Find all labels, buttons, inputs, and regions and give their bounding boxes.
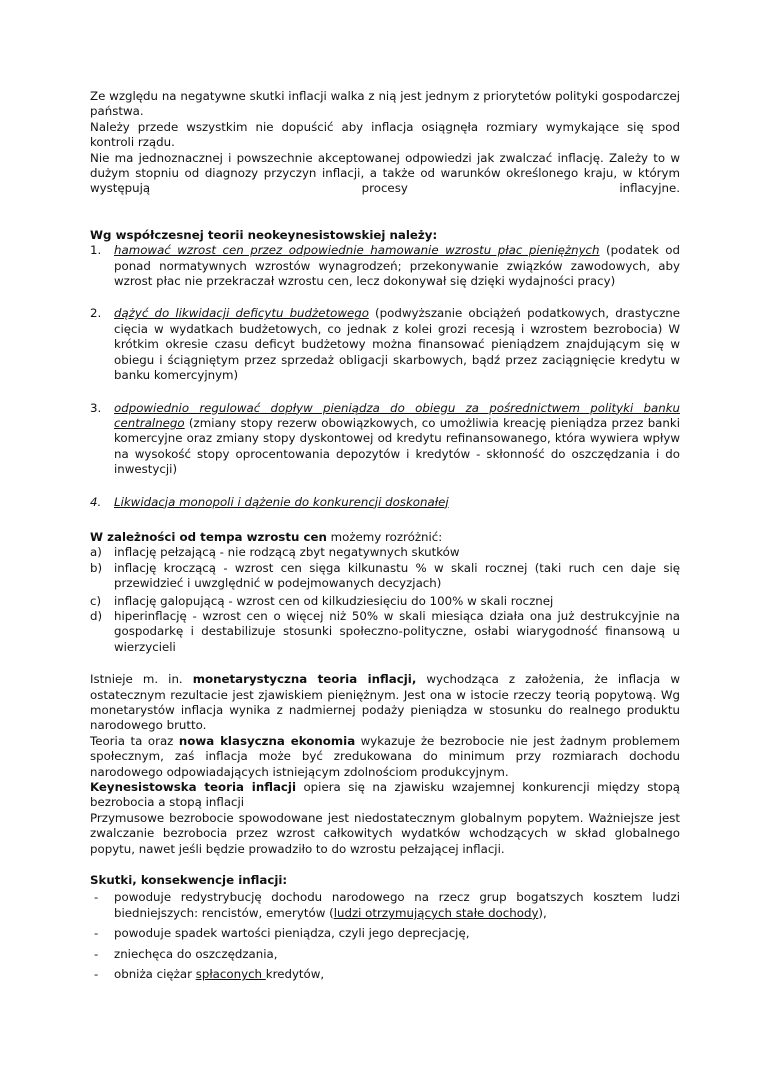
text-run: obniża ciężar bbox=[114, 967, 196, 982]
neo-heading: Wg współczesnej teorii neokeynesistowskiej należy: bbox=[90, 227, 438, 242]
keynesian-paragraph bbox=[90, 780, 680, 811]
list-text: (podwyższanie obciążeń podatkowych, drastyczne cięcia w wydatkach budżetowych, co jednak z kolei grozi recesją i wzrostem bezrobocia) W krótkim okresie czasu deficyt budżetowy można finansować pieniądzem znajdującym się w obiegu i ściągniętym przez sprzedaż obligacji skarbowych, bądź przez zaciągnięcie kredytu w banku komercyjnym) bbox=[114, 306, 680, 383]
list-text: zniechęca do oszczędzania, bbox=[114, 946, 278, 961]
intro-paragraph-3: Nie ma jednoznacznej i powszechnie akceptowanej odpowiedzi jak zwalczać inflację. Zależy to w dużym stopniu od diagnozy przyczyn inflacji, a także od warunków określonego kraju, w którym występują procesy inflacyjne. bbox=[90, 150, 680, 196]
list-item bbox=[90, 609, 680, 655]
list-item bbox=[90, 947, 680, 962]
text-run: Istnieje m. in. bbox=[90, 672, 193, 687]
text-run: kredytów, bbox=[265, 967, 325, 982]
dash-bullet: - bbox=[94, 890, 99, 905]
tempo-heading bbox=[90, 530, 680, 545]
underlined-text: ludzi otrzymujących stałe dochody bbox=[333, 905, 539, 920]
text-run: Teoria ta oraz bbox=[90, 733, 179, 748]
list-text: (podatek od ponad normatywnych wzrostów wynagrodzeń; przekonywanie związków zawodowych, aby wzrost płac nie przekraczał wzrostu cen, lecz dokonywał się dzięki wydajności pracy) bbox=[114, 243, 680, 289]
list-number: 3. bbox=[90, 400, 102, 415]
list-item bbox=[90, 926, 680, 941]
effects-heading: Skutki, konsekwencje inflacji: bbox=[90, 873, 288, 888]
text-run: ), bbox=[538, 905, 547, 920]
list-number: 1. bbox=[90, 243, 102, 258]
text-run: wychodząca z założenia, że inflacja w ostatecznym rezultacie jest zjawiskiem pieniężnym. Jest ona w istocie rzeczy teorią popytową. Wg monetarystów inflacja wynika z nadmiernej podaży pieniądza w stosunku do realnego produktu narodowego brutto. bbox=[90, 672, 681, 733]
list-lead: dążyć do likwidacji deficytu budżetowego bbox=[114, 306, 369, 321]
list-number: 2. bbox=[90, 306, 102, 321]
bold-term: monetarystyczna teoria inflacji, bbox=[192, 672, 417, 687]
dash-bullet: - bbox=[94, 946, 99, 961]
list-item bbox=[90, 243, 680, 289]
list-text: inflację pełzającą - nie rodzącą zbyt negatywnych skutków bbox=[114, 545, 460, 560]
classical-paragraph bbox=[90, 734, 680, 780]
list-lead: Likwidacja monopoli i dążenie do konkurencji doskonałej bbox=[114, 494, 449, 509]
dash-bullet: - bbox=[94, 926, 99, 941]
bold-term: Keynesistowska teoria inflacji bbox=[90, 780, 296, 795]
tempo-heading-bold: W zależności od tempa wzrostu cen bbox=[90, 529, 327, 544]
list-text: (zmiany stopy rezerw obowiązkowych, co umożliwia kreację pieniądza przez banki komercyjne oraz zmiany stopy dyskontowej od kredytu refinansowanego, która wywiera wpływ na wysokość stopy oprocentowania depozytów i kredytów - skłonność do oszczędzania i do inwestycji) bbox=[114, 415, 680, 477]
list-text: powoduje spadek wartości pieniądza, czyli jego deprecjację, bbox=[114, 926, 470, 941]
list-item bbox=[90, 401, 680, 478]
list-text: inflację kroczącą - wzrost cen sięga kilkunastu % w skali rocznej (taki ruch cen daje się przewidzieć i uwzględnić w podejmowanych decyzjach) bbox=[114, 560, 680, 591]
list-text: inflację galopującą - wzrost cen od kilkudziesięciu do 100% w skali rocznej bbox=[114, 593, 554, 608]
underlined-text: spłaconych bbox=[195, 967, 266, 982]
text-run: opiera się na zjawisku wzajemnej konkurencji między stopą bezrobocia a stopą inflacji bbox=[90, 780, 680, 810]
intro-paragraph-2: Należy przede wszystkim nie dopuścić aby inflacja osiągnęła rozmiary wymykające się spod kontroli rządu. bbox=[90, 119, 680, 150]
list-letter: b) bbox=[90, 560, 103, 575]
document-page bbox=[90, 89, 680, 983]
neo-list bbox=[90, 243, 680, 510]
list-text: hiperinflację - wzrost cen o więcej niż 50% w skali miesiąca działa ona już destrukcyjnie na gospodarkę i destabilizuje stosunki społeczno-polityczne, osłabi wiarygodność finansową u wierzycieli bbox=[114, 608, 680, 654]
list-item bbox=[90, 890, 680, 921]
bold-term: nowa klasyczna ekonomia bbox=[178, 733, 356, 748]
list-item bbox=[90, 561, 680, 592]
list-item bbox=[90, 306, 680, 383]
list-item bbox=[90, 967, 680, 982]
list-item bbox=[90, 495, 680, 510]
unemployment-paragraph: Przymusowe bezrobocie spowodowane jest niedostatecznym globalnym popytem. Ważniejsze jest zwalczanie bezrobocia przez wzrost całkowitych wydatków wchodzących w skład globalnego popytu, nawet jeśli będzie prowadziło to do wzrostu pełzającej inflacji. bbox=[90, 810, 680, 856]
list-letter: a) bbox=[90, 545, 102, 560]
text-run: wykazuje że bezrobocie nie jest żadnym problemem społecznym, zaś inflacja może być zredukowana do minimum przy rozmiarach dochodu narodowego odpowiadających istniejącym zdolnościom produkcyjnym. bbox=[90, 733, 680, 779]
list-letter: d) bbox=[90, 608, 103, 623]
intro-paragraph-1: Ze względu na negatywne skutki inflacji walka z nią jest jednym z priorytetów polityki gospodarczej państwa. bbox=[90, 89, 680, 119]
text-run: powoduje redystrybucję dochodu narodowego na rzecz grup bogatszych kosztem ludzi biedniejszych: rencistów, emerytów ( bbox=[114, 890, 680, 920]
list-letter: c) bbox=[90, 593, 102, 608]
list-item bbox=[90, 545, 680, 560]
dash-bullet: - bbox=[94, 967, 99, 982]
list-lead: odpowiednio regulować dopływ pieniądza do obiegu za pośrednictwem polityki banku centralnego bbox=[114, 400, 680, 430]
list-number: 4. bbox=[90, 494, 102, 509]
monetarist-paragraph bbox=[90, 672, 680, 734]
list-lead: hamować wzrost cen przez odpowiednie hamowanie wzrostu płac pieniężnych bbox=[114, 243, 600, 258]
list-item bbox=[90, 594, 680, 609]
tempo-heading-rest: możemy rozróżnić: bbox=[326, 529, 443, 544]
